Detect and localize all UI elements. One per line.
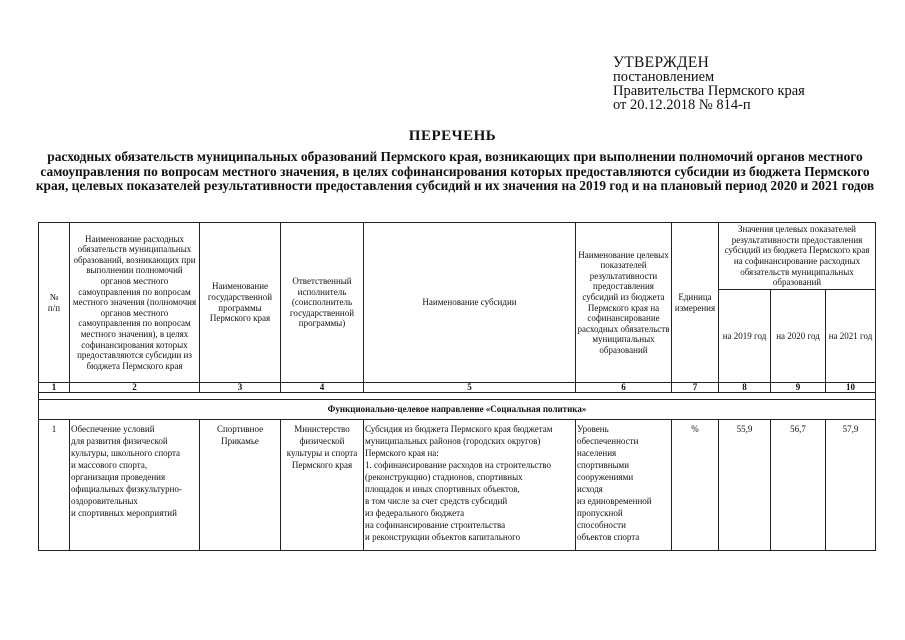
header-unit: Единица измерения [672,223,719,383]
approval-line-approved: УТВЕРЖДЕН [613,54,710,71]
column-number: 4 [281,383,364,393]
header-program: Наименование государственной программы Пермского края [200,223,281,383]
header-subsidy: Наименование субсидии [364,223,576,383]
cell-num: 1 [39,420,70,551]
cell-program: Спортивное Прикамье [200,420,281,551]
column-number: 6 [576,383,672,393]
cell-value-2019: 55,9 [719,420,771,551]
document-subtitle: расходных обязательств муниципальных образований Пермского края, возникающих при выполнении полномочий органов местного самоуправления по вопросам местного значения, в целях софинансирования которых предоставляются субсидии из бюджета Пермского края, целевых показателей результативности предоставления субсидий и их значения на 2019 год и на плановый период 2020 и 2021 годов [35,149,875,193]
header-year-2020: на 2020 год [771,290,826,383]
cell-executor: Министерство физической культуры и спорта Пермского края [281,420,364,551]
header-year-2021: на 2021 год [826,290,876,383]
cell-subsidy: Субсидия из бюджета Пермского края бюджетам муниципальных районов (городских округов) Пермского края на: 1. софинансирование расходов на строительство (реконструкцию) стадионов, спортивных площадок и иных спортивных объектов, в том числе за счет средств субсидий из федерального бюджета на софинансирование строительства и реконструкции объектов капитального [364,420,576,551]
approval-line-date: от 20.12.2018 № 814-п [613,97,751,113]
cell-indicator: Уровень обеспеченности населения спортивными сооружениями исходя из единовременной пропускной способности объектов спорта [576,420,672,551]
approval-stamp [613,56,805,112]
cell-unit: % [672,420,719,551]
header-values-group: Значения целевых показателей результативности предоставления субсидий из бюджета Пермского края на софинансирование расходных обязательств муниципальных образований [719,223,876,290]
cell-value-2020: 56,7 [771,420,826,551]
approval-line-resolution: постановлением [613,69,715,85]
table-row [39,420,876,551]
cell-value-2021: 57,9 [826,420,876,551]
header-year-2019: на 2019 год [719,290,771,383]
approval-line-government: Правительства Пермского края [613,83,805,99]
header-num: № п/п [39,223,70,383]
header-executor: Ответственный исполнитель (соисполнитель государственной программы) [281,223,364,383]
column-number: 2 [70,383,200,393]
document-title: ПЕРЕЧЕНЬ [408,128,497,144]
column-number: 10 [826,383,876,393]
section-title: Функционально-целевое направление «Социальная политика» [39,400,876,420]
column-number: 8 [719,383,771,393]
column-numbers-row [39,383,876,393]
header-obligation: Наименование расходных обязательств муниципальных образований, возникающих при выполнении полномочий органов местного самоуправления по вопросам местного значения (полномочия органов местного самоуправления по вопросам местного значения), в целях софинансирования которых предоставляются субсидии из бюджета Пермского края [70,223,200,383]
column-number: 3 [200,383,281,393]
header-indicator: Наименование целевых показателей результативности предоставления субсидий из бюджета Пермского края на софинансирование расходных обязательств муниципальных образований [576,223,672,383]
section-row [39,400,876,420]
column-number: 7 [672,383,719,393]
spacer-row [39,393,876,400]
obligations-table [38,222,876,551]
header-row-top [39,223,876,290]
column-number: 9 [771,383,826,393]
spacer-cell [39,393,876,400]
column-number: 1 [39,383,70,393]
column-number: 5 [364,383,576,393]
cell-obligation: Обеспечение условий для развития физической культуры, школьного спорта и массового спорта, организация проведения официальных физкультурно- оздоровительных и спортивных мероприятий [70,420,200,551]
